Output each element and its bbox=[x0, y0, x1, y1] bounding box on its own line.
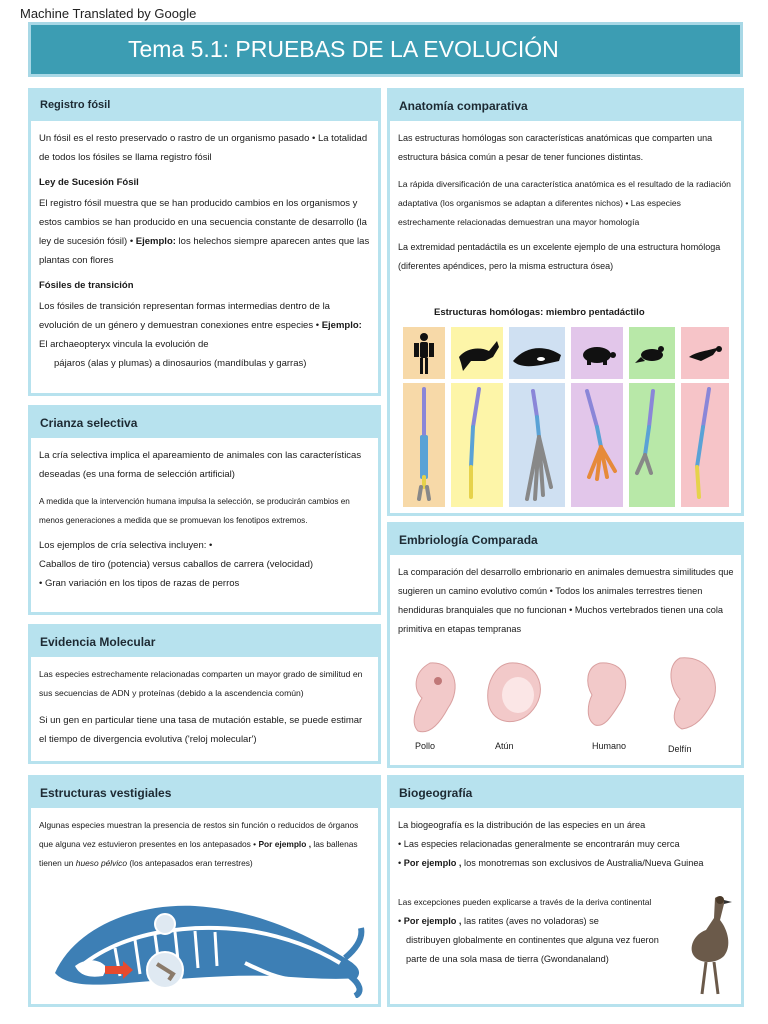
fossil-record-heading: Registro fósil bbox=[31, 91, 378, 121]
breeding-example-dogs: • Gran variación en los tipos de razas de perros bbox=[39, 578, 240, 589]
breeding-definition: La cría selectiva implica el apareamiento de animales con las características deseadas (es una forma de selección artificial) bbox=[39, 450, 362, 480]
homologous-definition: Las estructuras homólogas son características anatómicas que comparten una estructura básica común a pesar de tener funciones distintas. bbox=[398, 133, 713, 162]
machine-translated-banner: Machine Translated by Google bbox=[20, 6, 197, 21]
vestigial-structures-box bbox=[28, 775, 381, 1007]
biogeo-ratites-distribution: distribuyen globalmente en continentes que alguna vez fueron bbox=[406, 935, 659, 945]
fossil-succession-text: El registro fósil muestra que se han producido cambios en los organismos y estos cambios se han producido en una secuencia constante de desarrollo (la ley de sucesión fósil) • Ejemplo: los helechos siempre aparecen antes que las plantas con flores bbox=[39, 198, 370, 266]
breeding-human-intervention: A medida que la intervención humana impulsa la selección, se producirán cambios en menos generaciones a medida que se promuevan los fenotipos extremos. bbox=[39, 497, 350, 525]
embryology-text: La comparación del desarrollo embrionario en animales demuestra similitudes que sugieren un camino evolutivo común • Todos los animales terrestres tienen hendiduras branquiales que no funcionan • Muchos vertebrados tienen una cola primitiva en etapas tempranas bbox=[398, 567, 734, 634]
comparative-embryology-box bbox=[387, 522, 744, 768]
molecular-similarity-text: Las especies estrechamente relacionadas comparten un mayor grado de similitud en sus secuencias de ADN y proteínas (debido a la ascendencia común) bbox=[39, 669, 363, 698]
selective-breeding-box bbox=[28, 405, 381, 615]
vestigial-text: Algunas especies muestran la presencia de restos sin función o reducidos de órganos que alguna vez estuvieron presentes en los antepasados • Por ejemplo , las ballenas tienen un hueso pélvico (los antepasados eran terrestres) bbox=[39, 820, 359, 868]
breeding-example-horses: Caballos de tiro (potencia) versus caballos de carrera (velocidad) bbox=[39, 559, 314, 570]
selective-breeding-heading: Crianza selectiva bbox=[31, 408, 378, 438]
biogeo-monotremes-example: • Por ejemplo , los monotremas son exclusivos de Australia/Nueva Guinea bbox=[398, 858, 704, 868]
fossil-record-box bbox=[28, 88, 381, 396]
fossil-succession-subheading: Ley de Sucesión Fósil bbox=[39, 177, 139, 188]
biogeo-definition: La biogeografía es la distribución de las especies en un área bbox=[398, 820, 646, 830]
embryo-label-human: Humano bbox=[592, 741, 627, 751]
adaptive-radiation-text: La rápida diversificación de una característica anatómica es el resultado de la radiación adaptativa (los organismos se adaptan a diferentes nichos) • Las especies estrechamente relacionadas demuestran una mayor homología bbox=[398, 179, 731, 227]
biogeo-continental-drift: Las excepciones pueden explicarse a través de la deriva continental bbox=[398, 897, 652, 907]
molecular-evidence-heading: Evidencia Molecular bbox=[31, 627, 378, 657]
molecular-clock-text: Si un gen en particular tiene una tasa de mutación estable, se puede estimar el tiempo de divergencia evolutiva ('reloj molecular') bbox=[39, 715, 363, 745]
comparative-anatomy-heading: Anatomía comparativa bbox=[390, 91, 741, 121]
transitional-fossils-example: pájaros (alas y plumas) a dinosaurios (mandíbulas y garras) bbox=[54, 358, 307, 369]
embryo-label-tuna: Atún bbox=[495, 741, 514, 751]
transitional-fossils-subheading: Fósiles de transición bbox=[39, 280, 134, 291]
molecular-evidence-box bbox=[28, 624, 381, 764]
biogeo-related-species: • Las especies relacionadas generalmente se encontrarán muy cerca bbox=[398, 839, 680, 849]
whale-skeleton-illustration bbox=[45, 888, 365, 998]
embryo-label-chicken: Pollo bbox=[415, 741, 436, 751]
pentadactyl-limb-figure bbox=[401, 327, 731, 507]
transitional-fossils-text: Los fósiles de transición representan formas intermedias dentro de la evolución de un género y demuestran conexiones entre especies • Ejemplo: El archaeopteryx vincula la evolución de bbox=[39, 301, 362, 350]
biogeography-heading: Biogeografía bbox=[390, 778, 741, 808]
pentadactyl-text: La extremidad pentadáctila es un excelente ejemplo de una estructura homóloga (diferentes apéndices, pero la misma estructura ósea) bbox=[398, 242, 721, 271]
vestigial-structures-heading: Estructuras vestigiales bbox=[31, 778, 378, 808]
comparative-anatomy-box bbox=[387, 88, 744, 516]
pentadactyl-figure-title: Estructuras homólogas: miembro pentadáctilo bbox=[434, 307, 645, 318]
breeding-examples-intro: Los ejemplos de cría selectiva incluyen: • bbox=[39, 540, 213, 551]
page-title-bar bbox=[28, 22, 743, 77]
biogeo-gondwanaland: parte de una sola masa de tierra (Gwondanaland) bbox=[406, 954, 609, 964]
embryo-label-dolphin: Delfín bbox=[668, 744, 692, 754]
biogeo-ratites-example: • Por ejemplo , las ratites (aves no voladoras) se bbox=[398, 916, 599, 926]
page-title: Tema 5.1: PRUEBAS DE LA EVOLUCIÓN bbox=[128, 36, 559, 62]
fossil-definition: Un fósil es el resto preservado o rastro de un organismo pasado • La totalidad de todos los fósiles se llama registro fósil bbox=[39, 133, 368, 163]
biogeography-box bbox=[387, 775, 744, 1007]
embryo-illustrations bbox=[400, 653, 740, 743]
comparative-embryology-heading: Embriología Comparada bbox=[390, 525, 741, 555]
emu-illustration bbox=[680, 890, 740, 1000]
